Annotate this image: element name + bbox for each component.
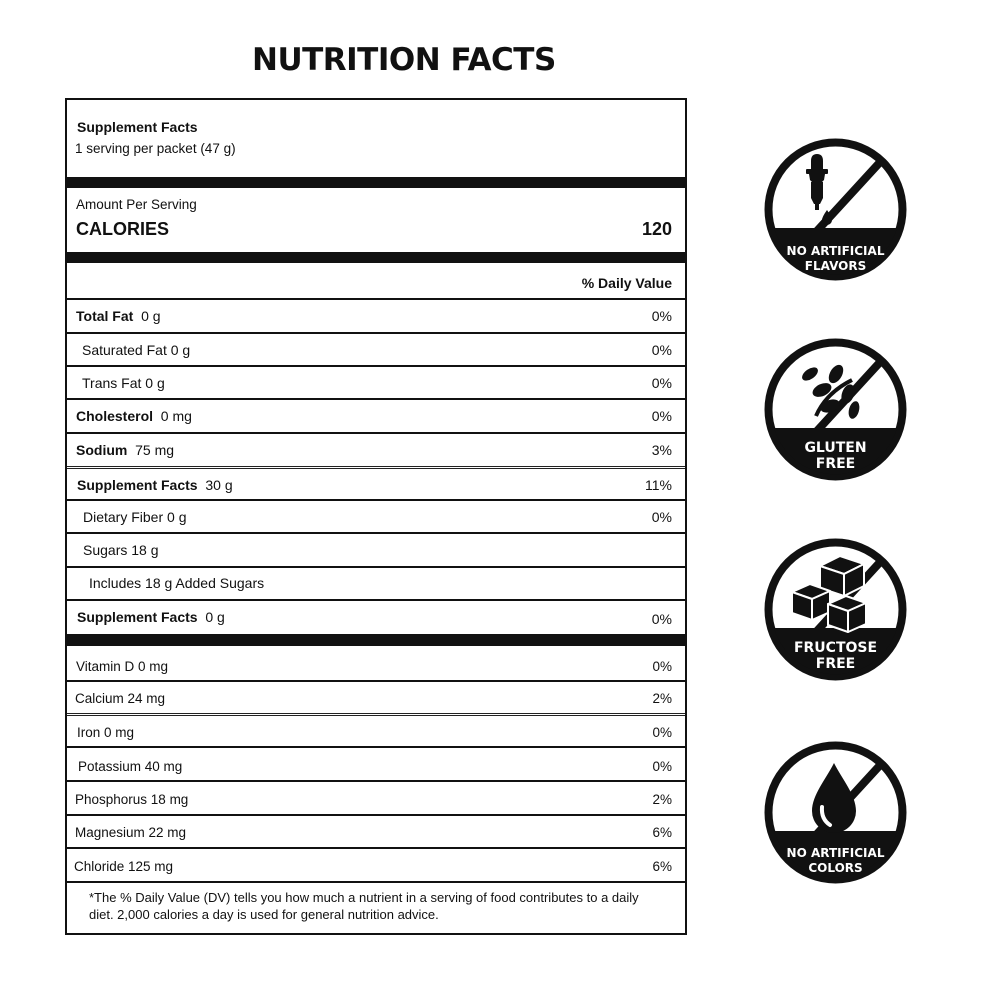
footnote-line-1: *The % Daily Value (DV) tells you how much a nutrient in a serving of food contributes to a daily (89, 890, 639, 905)
nutrient-row-added-sugars (67, 567, 685, 599)
vitamin-row (67, 750, 685, 782)
nutrient-row-trans-fat (67, 367, 685, 399)
nutrient-dv: 0% (651, 308, 672, 324)
nutrient-amount: 0 g (141, 308, 161, 324)
thick-divider (67, 252, 685, 263)
nutrient-amount: 0 mg (160, 408, 192, 424)
nutrient-name: Saturated Fat 0 g (82, 342, 191, 358)
badge-no-artificial-flavors (764, 138, 907, 281)
nutrient-row-supplement-facts-2 (67, 601, 685, 633)
nutrient-name: Dietary Fiber 0 g (83, 509, 187, 525)
nutrient-name: Supplement Facts (77, 609, 198, 625)
nutrient-amount: 75 mg (135, 442, 175, 458)
vitamin-dv: 6% (652, 824, 672, 840)
nutrient-row-sodium (67, 434, 685, 466)
vitamin-name: Magnesium 22 mg (75, 824, 187, 840)
badge-fructose-free (764, 538, 907, 681)
nutrient-amount: 30 g (205, 477, 233, 493)
panel-header-title: Supplement Facts (77, 119, 198, 135)
vitamin-row (67, 850, 685, 882)
nutrient-row-total-fat (67, 300, 685, 332)
daily-value-header: % Daily Value (581, 275, 672, 291)
badge-column (764, 0, 907, 1000)
badge-gluten-free (764, 338, 907, 481)
badge-text-line-1: NO ARTIFICIAL (786, 846, 885, 860)
row-divider (67, 881, 685, 883)
nutrient-name: Trans Fat 0 g (82, 375, 165, 391)
badge-text-line-1: NO ARTIFICIAL (786, 244, 885, 258)
nutrient-name: Total Fat (76, 308, 134, 324)
supplement-facts-panel (65, 98, 687, 935)
vitamin-row (67, 716, 685, 748)
nutrient-amount: 0 g (205, 609, 225, 625)
nutrient-name: Cholesterol (76, 408, 154, 424)
vitamin-name: Phosphorus 18 mg (75, 791, 189, 807)
vitamin-dv: 6% (652, 858, 672, 874)
thick-divider (67, 177, 685, 188)
nutrient-name: Supplement Facts (77, 477, 198, 493)
serving-size: 1 serving per packet (47 g) (75, 141, 236, 156)
vitamin-name: Vitamin D 0 mg (76, 658, 169, 674)
calories-label: CALORIES (76, 219, 170, 239)
nutrient-dv: 3% (651, 442, 672, 458)
nutrient-dv: 0% (651, 611, 672, 627)
nutrient-name: Sugars 18 g (83, 542, 159, 558)
amount-per-serving: Amount Per Serving (76, 197, 197, 212)
vitamin-name: Chloride 125 mg (74, 858, 174, 874)
row-divider (67, 746, 685, 748)
nutrient-name: Includes 18 g Added Sugars (89, 575, 265, 591)
nutrient-row-supplement-facts (67, 469, 685, 501)
nutrient-row-cholesterol (67, 400, 685, 432)
nutrient-dv: 11% (645, 477, 672, 493)
vitamin-dv: 2% (652, 791, 672, 807)
nutrient-dv: 0% (651, 408, 672, 424)
row-divider (67, 780, 685, 782)
badge-text-line-2: FREE (815, 656, 856, 672)
vitamin-dv: 2% (652, 690, 672, 706)
row-divider (67, 847, 685, 849)
vitamin-row (67, 682, 685, 714)
footnote-line-2: diet. 2,000 calories a day is used for general nutrition advice. (89, 907, 439, 922)
vitamin-dv: 0% (652, 724, 672, 740)
vitamin-name: Iron 0 mg (77, 724, 135, 740)
badge-text-line-2: FLAVORS (804, 259, 867, 273)
page-title: NUTRITION FACTS (252, 42, 556, 78)
nutrient-dv: 0% (651, 342, 672, 358)
badge-text-line-2: COLORS (808, 861, 863, 875)
badge-text-line-2: FREE (815, 456, 856, 472)
nutrient-name: Sodium (76, 442, 128, 458)
vitamin-row (67, 650, 685, 682)
nutrient-row-saturated-fat (67, 334, 685, 366)
vitamin-row (67, 816, 685, 848)
nutrient-dv: 0% (651, 375, 672, 391)
nutrient-dv: 0% (651, 509, 672, 525)
badge-no-artificial-colors (764, 741, 907, 884)
vitamin-name: Potassium 40 mg (78, 758, 183, 774)
vitamin-name: Calcium 24 mg (75, 690, 166, 706)
nutrient-row-dietary-fiber (67, 501, 685, 533)
vitamin-row (67, 783, 685, 815)
vitamin-dv: 0% (652, 758, 672, 774)
nutrient-row-sugars (67, 534, 685, 566)
badge-text-line-1: FRUCTOSE (793, 640, 878, 656)
calories-value: 120 (641, 219, 672, 239)
badge-text-line-1: GLUTEN (804, 440, 867, 456)
thick-divider (67, 634, 685, 646)
vitamin-dv: 0% (652, 658, 672, 674)
